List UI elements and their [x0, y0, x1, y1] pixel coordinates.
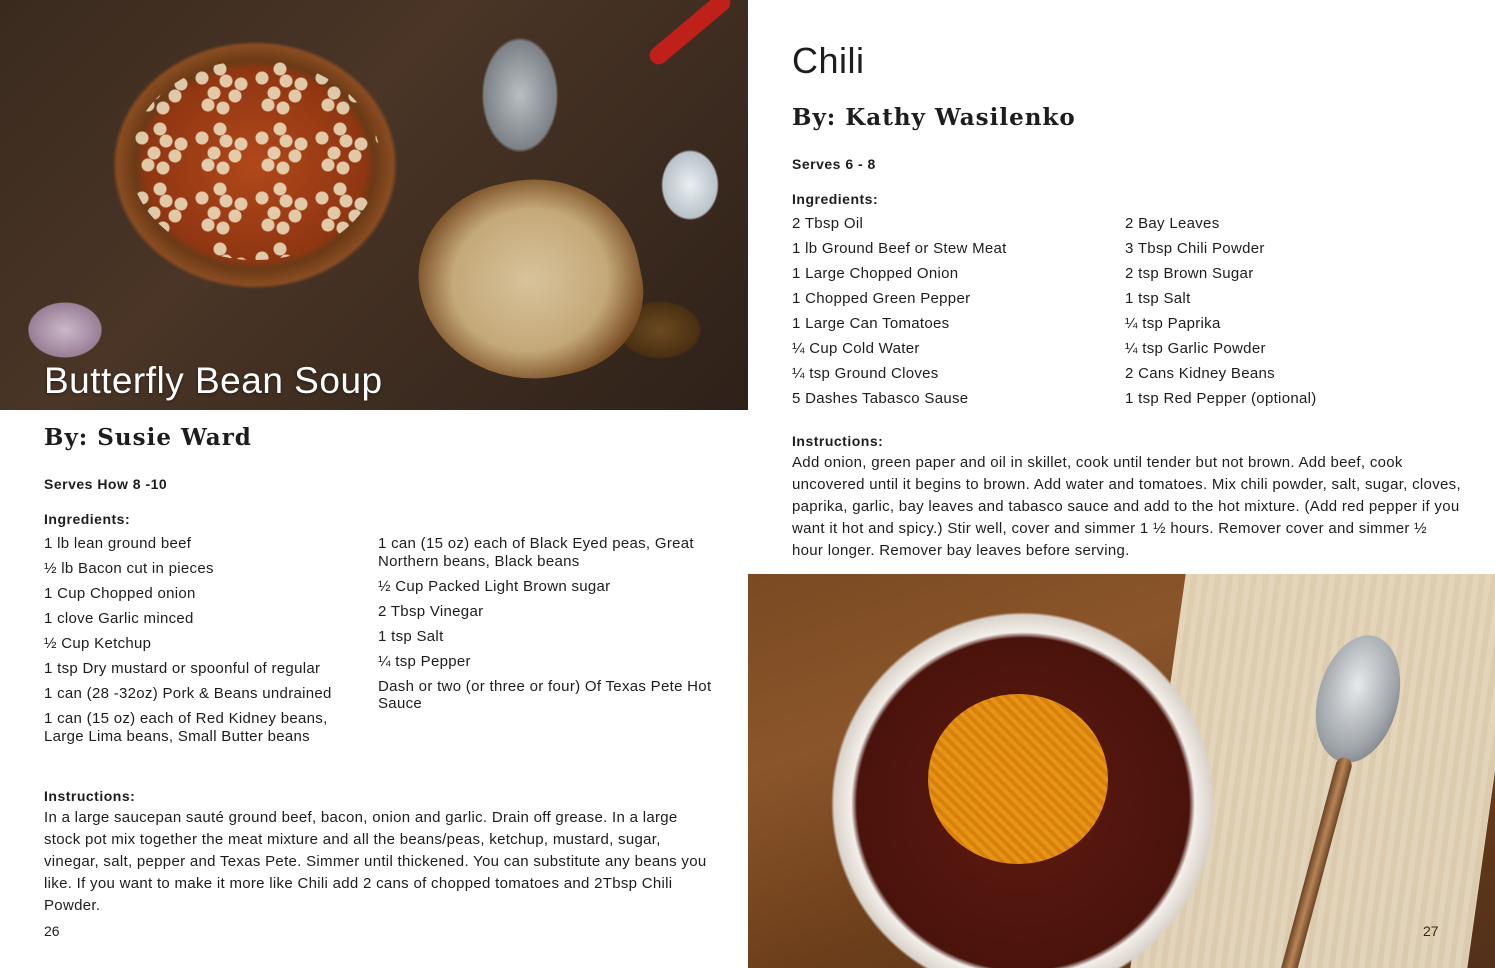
ingredient-item: ¼ tsp Garlic Powder	[1125, 340, 1266, 357]
ingredient-item: ½ lb Bacon cut in pieces	[44, 560, 214, 577]
instructions-label: Instructions:	[792, 433, 884, 449]
ingredient-item: 2 Bay Leaves	[1125, 215, 1220, 232]
ingredient-item: 1 lb lean ground beef	[44, 535, 192, 552]
ingredient-item: 2 Tbsp Vinegar	[378, 602, 484, 620]
soup-beans-illustration	[130, 60, 380, 260]
ingredients-list-col1	[44, 535, 354, 753]
ingredient-item: ¼ tsp Paprika	[1125, 315, 1221, 332]
ingredient-item: 3 Tbsp Chili Powder	[1125, 240, 1265, 257]
ingredient-item: 1 tsp Salt	[1125, 290, 1191, 307]
recipe-title: Chili	[792, 40, 865, 81]
ingredient-item: 1 lb Ground Beef or Stew Meat	[792, 240, 1007, 257]
ingredient-item: 1 Large Can Tomatoes	[792, 315, 950, 332]
bean-soup-photo	[0, 0, 748, 410]
ingredient-item: ¼ Cup Cold Water	[792, 340, 920, 357]
instructions-label: Instructions:	[44, 788, 136, 804]
ingredient-item: 1 can (15 oz) each of Black Eyed peas, Great Northern beans, Black beans	[378, 535, 694, 570]
recipe-byline: By: Susie Ward	[44, 424, 252, 451]
ingredient-item: ½ Cup Ketchup	[44, 635, 152, 652]
ingredient-item: 1 can (28 -32oz) Pork & Beans undrained	[44, 685, 332, 702]
ingredient-item: ¼ tsp Pepper	[378, 652, 471, 670]
recipe-serves: Serves 6 - 8	[792, 156, 876, 172]
chili-pepper-illustration	[646, 0, 734, 68]
chili-photo	[748, 574, 1495, 968]
bread-illustration	[402, 159, 659, 400]
recipe-byline: By: Kathy Wasilenko	[792, 104, 1076, 131]
ingredients-list-col2	[1125, 215, 1445, 415]
recipe-title: Butterfly Bean Soup	[44, 360, 383, 401]
right-page	[748, 0, 1495, 968]
ingredient-item: 1 Large Chopped Onion	[792, 265, 959, 282]
ingredients-label: Ingredients:	[792, 191, 879, 207]
ingredients-label: Ingredients:	[44, 511, 131, 527]
recipe-serves: Serves How 8 -10	[44, 476, 168, 492]
ingredient-item: 1 tsp Red Pepper (optional)	[1125, 390, 1317, 407]
ingredient-item: ¼ tsp Ground Cloves	[792, 365, 939, 382]
cheese-topping-illustration	[928, 694, 1108, 864]
ingredient-item: ½ Cup Packed Light Brown sugar	[378, 577, 611, 595]
ingredient-item: 5 Dashes Tabasco Sause	[792, 390, 969, 407]
ingredient-item: 2 tsp Brown Sugar	[1125, 265, 1254, 282]
instructions-text: Add onion, green paper and oil in skillet, cook until tender but not brown. Add beef, cook uncovered until it begins to brown. Add water and tomatoes. Mix chili powder, salt, sugar, cloves, paprika, garlic, bay leaves and tabasco sauce and add to the hot mixture. (Add red pepper if you want it hot and spicy.) Stir well, cover and simmer 1 ½ hours. Remover cover and simmer ½ hour longer. Remover bay leaves before serving.	[792, 454, 1461, 559]
ingredient-item: 2 Cans Kidney Beans	[1125, 365, 1275, 382]
ingredient-item: 1 Chopped Green Pepper	[792, 290, 971, 307]
ingredients-list-col2	[378, 535, 713, 720]
ingredient-item: 1 Cup Chopped onion	[44, 585, 196, 602]
ingredient-item: 2 Tbsp Oil	[792, 215, 864, 232]
instructions-text: In a large saucepan sauté ground beef, bacon, onion and garlic. Drain off grease. In a large stock pot mix together the meat mixture and all the beans/peas, ketchup, mustard, sugar, vinegar, salt, pepper and Texas Pete. Simmer until thickened. You can substitute any beans you like. If you want to make it more like Chili add 2 cans of chopped tomatoes and 2Tbsp Chili Powder.	[44, 809, 707, 914]
page-number: 27	[1423, 923, 1439, 939]
ingredient-item: Dash or two (or three or four) Of Texas Pete Hot Sauce	[378, 677, 712, 712]
page-number: 26	[44, 923, 60, 939]
ingredient-item: 1 can (15 oz) each of Red Kidney beans, Large Lima beans, Small Butter beans	[44, 710, 328, 745]
ingredient-item: 1 tsp Salt	[378, 627, 444, 645]
ingredient-item: 1 clove Garlic minced	[44, 610, 194, 627]
ingredients-list-col1	[792, 215, 1112, 415]
ingredient-item: 1 tsp Dry mustard or spoonful of regular	[44, 660, 321, 677]
